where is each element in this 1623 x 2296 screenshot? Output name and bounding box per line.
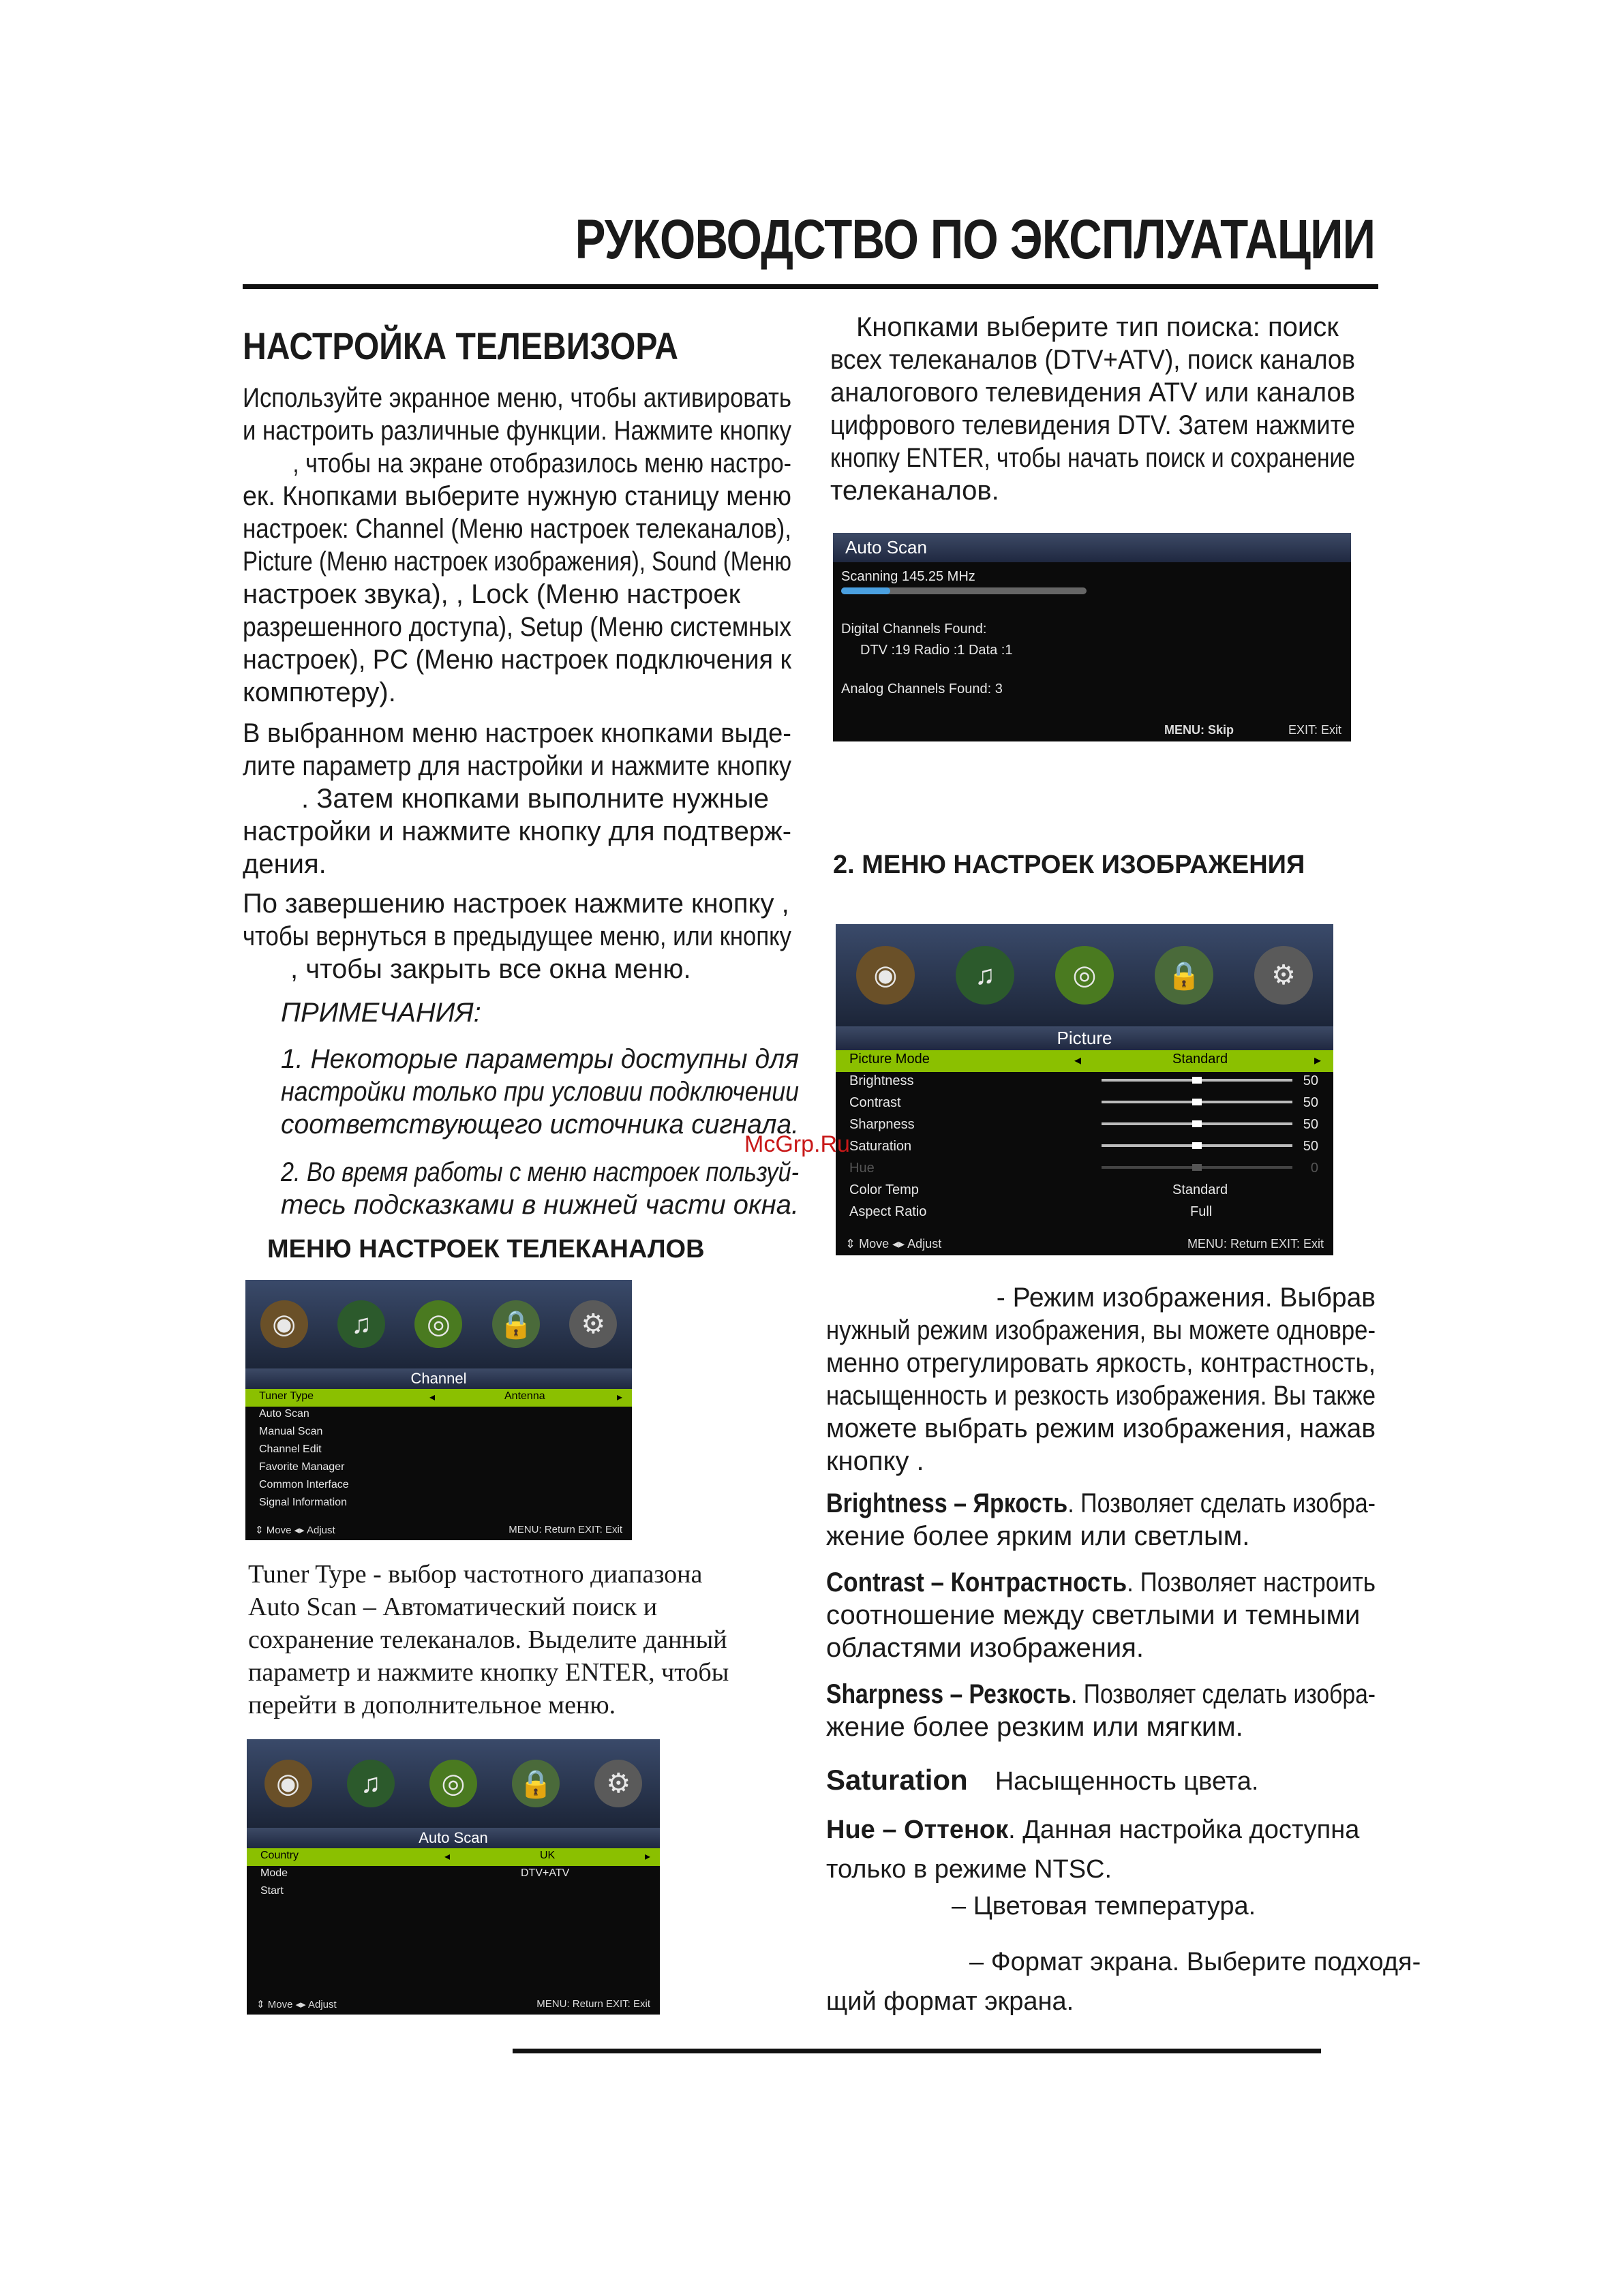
lock-icon: 🔒 <box>1155 946 1213 1005</box>
slider-knob[interactable] <box>1192 1142 1202 1149</box>
text-line: соотношение между светлыми и темными <box>826 1600 1361 1630</box>
text-line: перейти в дополнительное меню. <box>248 1691 616 1719</box>
gear-icon: ⚙ <box>1254 946 1313 1005</box>
channel-icon: ◎ <box>1055 946 1114 1005</box>
scan-title: Auto Scan <box>833 533 1351 562</box>
text-line: , чтобы закрыть все окна меню. <box>290 954 691 984</box>
text-line: компютеру). <box>243 677 396 707</box>
text-line: кнопку . <box>826 1446 924 1476</box>
text-line: аналогового телевидения ATV или каналов <box>830 378 1355 408</box>
text-line: 1. Некоторые параметры доступны для <box>281 1044 799 1074</box>
text-line: параметр и нажмите кнопку ENTER, чтобы <box>248 1658 729 1687</box>
picture-icon: ◉ <box>264 1760 312 1807</box>
menu-row-picture-mode[interactable] <box>836 1050 1333 1072</box>
analog-found: Analog Channels Found: 3 <box>841 682 1003 697</box>
row-label: Picture Mode <box>849 1052 930 1067</box>
digital-counts: DTV :19 Radio :1 Data :1 <box>860 643 1013 658</box>
footer-hint-right: MENU: Return EXIT: Exit <box>536 1998 650 2010</box>
gear-icon: ⚙ <box>594 1760 642 1807</box>
footer-hint-right: MENU: Return EXIT: Exit <box>509 1524 622 1535</box>
scan-type-paragraph <box>830 311 1355 507</box>
text-line: только в режиме NTSC. <box>826 1855 1112 1884</box>
menu-footer <box>245 1520 632 1540</box>
saturation-value: 50 <box>1303 1139 1318 1154</box>
menu-row-saturation[interactable] <box>836 1137 1333 1159</box>
slider-knob[interactable] <box>1192 1077 1202 1084</box>
text-line: телеканалов. <box>830 476 999 506</box>
hue-text: . Данная настройка доступна <box>1008 1816 1360 1844</box>
aspect-ratio-description <box>826 1942 1421 2021</box>
contrast-description <box>826 1566 1376 1664</box>
select-paragraph <box>243 717 791 881</box>
lock-icon: 🔒 <box>512 1760 560 1807</box>
brightness-slider[interactable] <box>1102 1079 1292 1082</box>
text-line: ек. Кнопками выберите нужную станицу меню <box>243 481 791 511</box>
text-line: жение более резким или мягким. <box>826 1712 1243 1742</box>
menu-footer <box>247 1994 660 2015</box>
brightness-value: 50 <box>1303 1073 1318 1088</box>
chevron-right-icon: ▸ <box>616 1392 622 1403</box>
sharpness-description <box>826 1678 1376 1743</box>
row-label: Aspect Ratio <box>849 1204 927 1219</box>
footer-hint-right: MENU: Return EXIT: Exit <box>1187 1237 1324 1251</box>
menu-row-contrast[interactable] <box>836 1094 1333 1116</box>
menu-row-hue <box>836 1159 1333 1181</box>
header-rule <box>243 284 1378 289</box>
chevron-left-icon: ◂ <box>1074 1053 1082 1068</box>
saturation-slider[interactable] <box>1102 1144 1292 1147</box>
note-2 <box>281 1156 799 1221</box>
text-line: В выбранном меню настроек кнопками выде- <box>243 718 791 748</box>
menu-title: Auto Scan <box>247 1828 660 1848</box>
row-label: Tuner Type <box>259 1390 314 1402</box>
color-temp-description: – Цветовая температура. <box>952 1892 1256 1920</box>
contrast-term: Contrast – Контрастность <box>826 1567 1127 1597</box>
footer-hint-left: ⇕ Move ◂▸ Adjust <box>256 1999 337 2010</box>
text-line <box>826 1678 1376 1711</box>
note-1 <box>281 1043 799 1141</box>
watermark: McGrp.Ru <box>744 1131 850 1157</box>
digital-found-label: Digital Channels Found: <box>841 622 987 637</box>
chevron-right-icon: ▸ <box>644 1851 650 1863</box>
text-line: сохранение телеканалов. Выделите данный <box>248 1625 727 1654</box>
menu-row-brightness[interactable] <box>836 1072 1333 1094</box>
menu-icon-bar <box>836 924 1333 1026</box>
text-line: настройки и нажмите кнопку для подтверж- <box>243 816 791 846</box>
page-header-title: РУКОВОДСТВО ПО ЭКСПЛУАТАЦИИ <box>575 209 1375 271</box>
chevron-right-icon: ▸ <box>1314 1053 1321 1068</box>
slider-knob[interactable] <box>1192 1120 1202 1127</box>
hue-value: 0 <box>1310 1161 1318 1176</box>
text-line: Tuner Type - выбор частотного диапазона <box>248 1560 703 1589</box>
text-line <box>826 1566 1376 1599</box>
saturation-description <box>826 1764 1258 1796</box>
sound-icon: ♫ <box>956 946 1014 1005</box>
notes-title: ПРИМЕЧАНИЯ: <box>281 998 481 1028</box>
slider-knob[interactable] <box>1192 1099 1202 1105</box>
menu-title: Picture <box>836 1026 1333 1050</box>
picture-menu-screenshot <box>836 924 1333 1255</box>
menu-row-mode[interactable] <box>247 1866 660 1884</box>
intro-paragraph <box>243 382 791 709</box>
row-label: Saturation <box>849 1139 912 1154</box>
menu-row-common-interface[interactable]: Common Interface <box>259 1479 349 1490</box>
text-line: цифрового телевидения DTV. Затем нажмите <box>830 410 1355 440</box>
footer-rule <box>513 2049 1321 2053</box>
sound-icon: ♫ <box>337 1300 385 1348</box>
text-line: жение более ярким или светлым. <box>826 1521 1250 1551</box>
text-line: Используйте экранное меню, чтобы активировать <box>243 383 791 413</box>
saturation-text: Насыщенность цвета. <box>995 1767 1259 1796</box>
saturation-term: Saturation <box>826 1764 968 1796</box>
row-label: Country <box>260 1850 299 1861</box>
text-line: кнопку ENTER, чтобы начать поиск и сохранение <box>830 443 1355 473</box>
text-line: дения. <box>243 849 327 879</box>
text-line: нужный режим изображения, вы можете одновре- <box>826 1315 1376 1345</box>
hue-description <box>826 1810 1359 1889</box>
brightness-text: . Позволяет сделать изобра- <box>1067 1488 1376 1518</box>
tuner-value: Antenna <box>504 1390 545 1402</box>
picture-mode-description <box>826 1281 1376 1478</box>
finish-paragraph <box>243 887 791 985</box>
skip-hint: MENU: Skip <box>1164 723 1234 737</box>
text-line: соответствующего источника сигнала. <box>281 1109 799 1139</box>
menu-row-signal-information[interactable]: Signal Information <box>259 1497 347 1508</box>
menu-row-sharpness[interactable] <box>836 1116 1333 1137</box>
menu-row-country[interactable] <box>247 1848 660 1866</box>
text-line: . Затем кнопками выполните нужные <box>301 784 769 814</box>
section-title: НАСТРОЙКА ТЕЛЕВИЗОРА <box>243 324 678 367</box>
aspect-ratio-value: Full <box>1190 1204 1213 1219</box>
text-line: настроек), PC (Меню настроек подключения к <box>243 645 791 675</box>
picture-mode-value: Standard <box>1172 1052 1228 1067</box>
menu-row-manual-scan[interactable]: Manual Scan <box>259 1426 323 1437</box>
menu-row-start[interactable]: Start <box>260 1885 284 1897</box>
menu-row-channel-edit[interactable]: Channel Edit <box>259 1443 322 1455</box>
mode-value: DTV+ATV <box>521 1867 570 1879</box>
country-value: UK <box>540 1850 556 1861</box>
brightness-term: Brightness – Яркость <box>826 1488 1068 1518</box>
contrast-slider[interactable] <box>1102 1101 1292 1103</box>
scan-progress-fill <box>841 587 890 594</box>
text-line: щий формат экрана. <box>826 1987 1074 2016</box>
text-line: - Режим изображения. Выбрав <box>996 1283 1376 1313</box>
text-line: По завершению настроек нажмите кнопку , <box>243 889 789 919</box>
contrast-text: . Позволяет настроить <box>1127 1567 1376 1597</box>
hue-slider <box>1102 1166 1292 1169</box>
autoscan-progress-screenshot <box>833 533 1351 741</box>
row-label: Contrast <box>849 1095 901 1110</box>
footer-hint-left: ⇕ Move ◂▸ Adjust <box>255 1525 335 1536</box>
text-line: – Формат экрана. Выберите подходя- <box>969 1948 1421 1976</box>
exit-hint: EXIT: Exit <box>1288 723 1341 737</box>
text-line: и настроить различные функции. Нажмите кнопку <box>243 416 791 446</box>
menu-title: Channel <box>245 1368 632 1389</box>
menu-row-auto-scan[interactable]: Auto Scan <box>259 1408 309 1420</box>
text-line: разрешенного доступа), Setup (Меню системных <box>243 612 791 642</box>
menu-footer <box>836 1233 1333 1255</box>
text-line: можете выбрать режим изображения, нажав <box>826 1413 1376 1443</box>
hue-term: Hue – Оттенок <box>826 1816 1009 1844</box>
text-line: Кнопками выберите тип поиска: поиск <box>856 312 1339 342</box>
chevron-left-icon: ◂ <box>444 1851 451 1863</box>
text-line: тесь подсказками в нижней части окна. <box>281 1190 799 1220</box>
menu-row-aspect-ratio[interactable] <box>836 1203 1333 1225</box>
text-line: менно отрегулировать яркость, контрастность, <box>826 1348 1376 1378</box>
text-line: насыщенность и резкость изображения. Вы также <box>826 1381 1376 1411</box>
lock-icon: 🔒 <box>492 1300 540 1348</box>
channel-menu-heading: МЕНЮ НАСТРОЕК ТЕЛЕКАНАЛОВ <box>267 1235 705 1264</box>
sound-icon: ♫ <box>347 1760 395 1807</box>
slider-knob <box>1192 1164 1202 1171</box>
row-label: Sharpness <box>849 1117 915 1132</box>
channel-icon: ◎ <box>429 1760 477 1807</box>
section2-title: 2. МЕНЮ НАСТРОЕК ИЗОБРАЖЕНИЯ <box>833 851 1305 879</box>
chevron-left-icon: ◂ <box>429 1392 436 1403</box>
menu-row-favorite-manager[interactable]: Favorite Manager <box>259 1461 345 1473</box>
text-line: Auto Scan – Автоматический поиск и <box>248 1593 658 1621</box>
row-label: Mode <box>260 1867 288 1879</box>
menu-icon-bar <box>247 1739 660 1828</box>
text-line: всех телеканалов (DTV+ATV), поиск каналов <box>830 345 1355 375</box>
scanning-frequency: Scanning 145.25 MHz <box>841 569 975 584</box>
footer-hint-left: ⇕ Move ◂▸ Adjust <box>845 1237 942 1251</box>
channel-menu-screenshot <box>245 1280 632 1540</box>
text-line: чтобы вернуться в предыдущее меню, или кнопку <box>243 921 791 951</box>
menu-row-color-temp[interactable] <box>836 1181 1333 1203</box>
text-line <box>826 1810 1359 1850</box>
gear-icon: ⚙ <box>569 1300 617 1348</box>
scan-footer <box>833 719 1351 741</box>
picture-icon: ◉ <box>856 946 915 1005</box>
picture-icon: ◉ <box>260 1300 308 1348</box>
autoscan-menu-screenshot <box>247 1739 660 2015</box>
color-temp-value: Standard <box>1172 1182 1228 1197</box>
row-label: Hue <box>849 1161 875 1176</box>
sharpness-slider[interactable] <box>1102 1122 1292 1125</box>
text-line: настроек: Channel (Меню настроек телеканалов), <box>243 514 791 544</box>
tuner-description <box>248 1558 793 1721</box>
text-line: Picture (Меню настроек изображения), Sound (Меню <box>243 547 791 577</box>
text-line: 2. Во время работы с меню настроек пользуй- <box>281 1157 799 1187</box>
sharpness-value: 50 <box>1303 1117 1318 1132</box>
text-line <box>826 1487 1376 1520</box>
scan-progress-bar <box>841 587 1087 594</box>
text-line: лите параметр для настройки и нажмите кнопку <box>243 751 791 781</box>
text-line: настройки только при условии подключении <box>281 1077 799 1107</box>
row-label: Color Temp <box>849 1182 919 1197</box>
text-line: областями изображения. <box>826 1633 1144 1663</box>
contrast-value: 50 <box>1303 1095 1318 1110</box>
menu-row-tuner-type[interactable] <box>245 1389 632 1407</box>
channel-icon: ◎ <box>414 1300 462 1348</box>
menu-icon-bar <box>245 1280 632 1368</box>
sharpness-term: Sharpness – Резкость <box>826 1679 1072 1709</box>
brightness-description <box>826 1487 1376 1552</box>
row-label: Brightness <box>849 1073 914 1088</box>
text-line: , чтобы на экране отобразилось меню настро- <box>292 448 792 478</box>
sharpness-text: . Позволяет сделать изобра- <box>1071 1679 1376 1709</box>
text-line: настроек звука), , Lock (Меню настроек <box>243 579 741 609</box>
